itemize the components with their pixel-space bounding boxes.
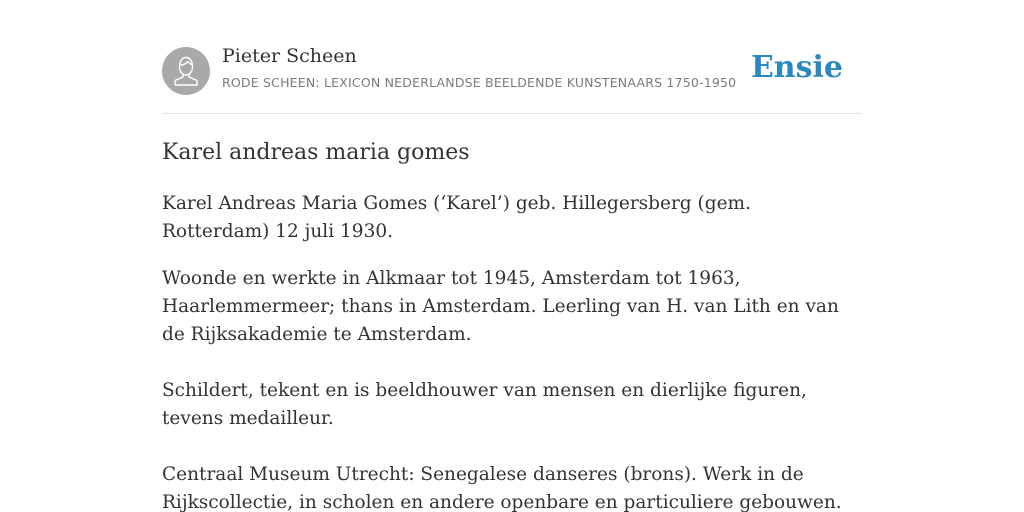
article-title: Karel andreas maria gomes <box>162 140 470 165</box>
article-header <box>162 0 862 114</box>
source-title[interactable]: RODE SCHEEN: LEXICON NEDERLANDSE BEELDENDE KUNSTENAARS 1750-1950 <box>222 75 737 90</box>
author-name[interactable]: Pieter Scheen <box>222 45 357 67</box>
article-paragraph: Karel Andreas Maria Gomes (‘Karel’) geb. Hillegersberg (gem. Rotterdam) 12 juli 1930. <box>162 193 751 242</box>
article-paragraph: Schildert, tekent en is beeldhouwer van mensen en dierlijke figuren, tevens medailleur. <box>162 380 807 429</box>
article-page <box>162 0 862 512</box>
author-avatar[interactable] <box>162 47 210 95</box>
ensie-logo[interactable]: Ensie <box>750 50 843 85</box>
article-paragraph: Woonde en werkte in Alkmaar tot 1945, Amsterdam tot 1963, Haarlemmermeer; thans in Amsterdam. Leerling van H. van Lith en van de Rijksakademie te Amsterdam. <box>162 268 839 345</box>
user-silhouette-icon <box>162 47 210 95</box>
article-paragraph: Centraal Museum Utrecht: Senegalese danseres (brons). Werk in de Rijkscollectie, in scholen en andere openbare en particuliere gebouwen. <box>162 464 842 512</box>
